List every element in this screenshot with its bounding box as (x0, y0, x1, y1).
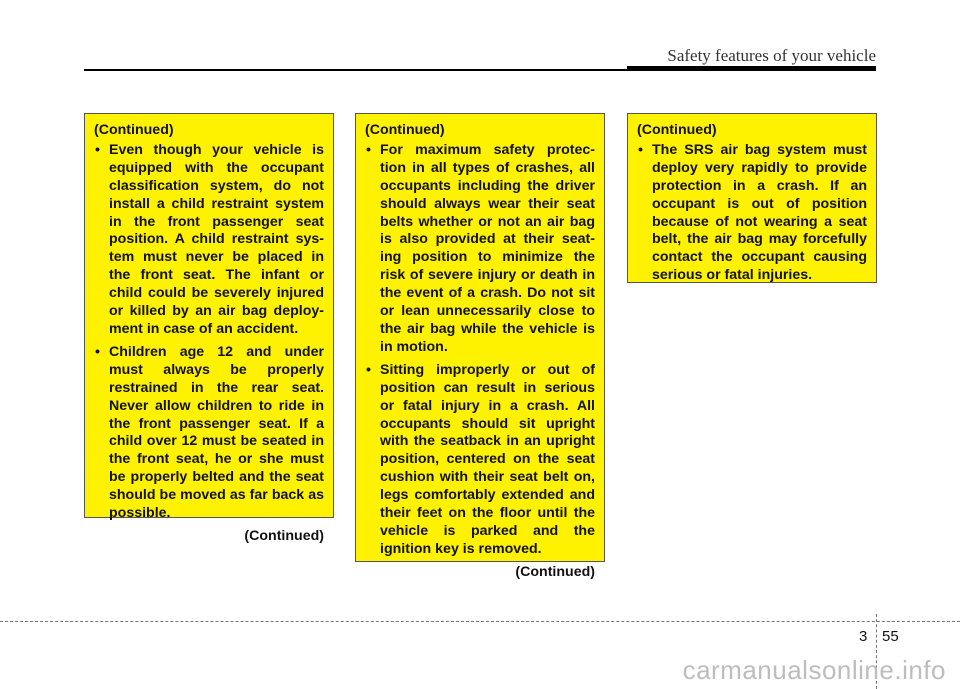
page-number: 55 (882, 628, 899, 645)
warning-text: Children age 12 and under must always be properly restrained in the rear seat. Never allow children to ride in the front passenger seat. If a child over 12 must be seated in the front seat, he or she must be properly belted and the seat should be moved as far back as possible. (109, 343, 324, 522)
warning-text: Even though your vehicle is equipped with the occupant classification system, do not install a child restraint system in the front passenger seat position. A child restraint sys-tem must never be placed in the front seat. The infant or child could be severely injured or killed by an air bag deploy-ment in case of an accident. (109, 141, 324, 337)
bullet-icon: • (366, 361, 371, 378)
warning-box-3 (627, 113, 877, 283)
watermark: carmanualsonline.info (682, 655, 946, 685)
continued-label: (Continued) (365, 122, 445, 138)
bullet-icon: • (638, 141, 643, 158)
chapter-number: 3 (859, 628, 868, 645)
warning-text: Sitting improperly or out of position can result in serious or fatal injury in a crash. All occupants should sit upright with the seatback in an upright position, centered on the seat cushion with their seat belt on, legs comfortably extended and their feet on the floor until the vehicle is parked and the ignition key is removed. (380, 361, 595, 557)
warning-box-1 (84, 113, 334, 544)
warning-bullet (637, 142, 867, 285)
bullet-icon: • (366, 141, 371, 158)
warning-text: The SRS air bag system must deploy very rapidly to provide protection in a crash. If an occupant is out of position because of not wearing a seat belt, the air bag may forcefully contact the occupant causing serious or fatal injuries. (652, 141, 867, 284)
warning-bullet (94, 344, 324, 523)
continued-label: (Continued) (244, 527, 324, 544)
bullet-icon: • (95, 343, 100, 360)
continued-label: (Continued) (515, 563, 595, 580)
warning-bullet (94, 142, 324, 339)
warning-bullet (365, 362, 595, 559)
footer-rule (0, 621, 960, 622)
bullet-icon: • (95, 141, 100, 158)
section-title: Safety features of your vehicle (667, 46, 876, 65)
continued-label: (Continued) (637, 122, 717, 138)
continued-label: (Continued) (94, 122, 174, 138)
warning-box-2 (355, 113, 605, 580)
warning-text: For maximum safety protec-tion in all types of crashes, all occupants including the driver should always wear their seat belts whether or not an air bag is also provided at their seat-ing position to minimize the risk of severe injury or death in the event of a crash. Do not sit or lean unnecessarily close to the air bag while the vehicle is in motion. (380, 141, 595, 355)
header-rule-accent (627, 66, 876, 70)
warning-bullet (365, 142, 595, 357)
